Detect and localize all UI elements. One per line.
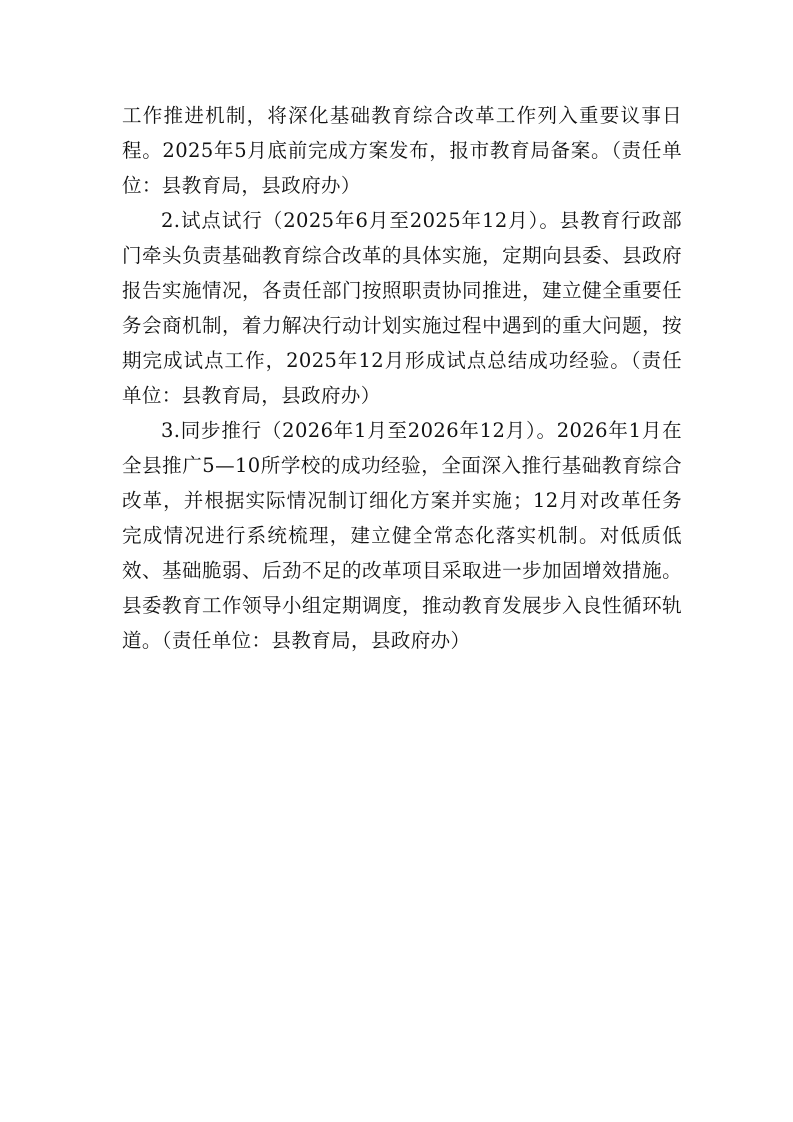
paragraph-rollout-phase: 3.同步推行（2026年1月至2026年12月）。2026年1月在全县推广5—10所学校的成功经验，全面深入推行基础教育综合改革，并根据实际情况制订细化方案并实施；12月对改革任务完成情况进行系统梳理，建立健全常态化落实机制。对低质低效、基础脆弱、后劲不足的改革项目采取进一步加固增效措施。县委教育工作领导小组定期调度，推动教育发展步入良性循环轨道。（责任单位：县教育局，县政府办） [122, 419, 682, 652]
paragraph-pilot-phase: 2.试点试行（2025年6月至2025年12月）。县教育行政部门牵头负责基础教育综合改革的具体实施，定期向县委、县政府报告实施情况，各责任部门按照职责协同推进，建立健全重要任务会商机制，着力解决行动计划实施过程中遇到的重大问题，按期完成试点工作，2025年12月形成试点总结成功经验。（责任单位：县教育局，县政府办） [122, 209, 682, 407]
document-body [122, 98, 682, 658]
paragraph-continuation: 工作推进机制，将深化基础教育综合改革工作列入重要议事日程。2025年5月底前完成方案发布，报市教育局备案。（责任单位：县教育局，县政府办） [122, 104, 682, 197]
